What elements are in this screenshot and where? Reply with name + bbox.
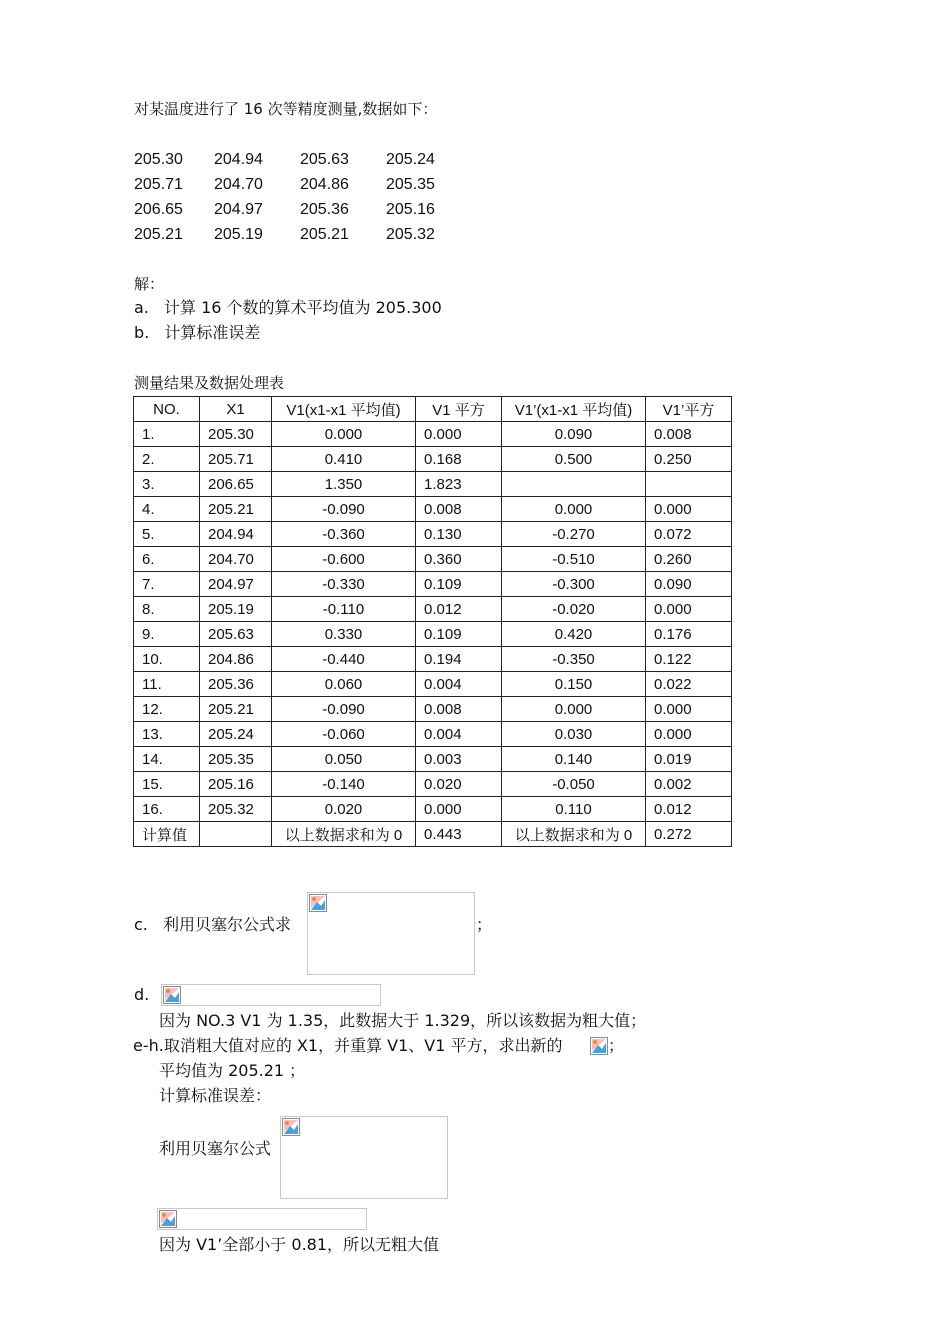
step-a-marker: a.: [134, 298, 149, 317]
table-cell: [646, 472, 732, 497]
table-cell: 205.16: [200, 772, 272, 797]
table-cell: 0.004: [416, 672, 502, 697]
table-cell: 205.21: [200, 497, 272, 522]
table-cell: 205.63: [200, 622, 272, 647]
table-cell: 0.194: [416, 647, 502, 672]
table-cell: 以上数据求和为 0: [272, 822, 416, 847]
col-header: V1’平方: [646, 397, 732, 422]
measurement-value: 205.32: [386, 226, 435, 243]
table-cell: -0.050: [502, 772, 646, 797]
table-cell: 0.000: [646, 497, 732, 522]
table-cell: [502, 472, 646, 497]
table-cell: 0.140: [502, 747, 646, 772]
table-cell: 205.19: [200, 597, 272, 622]
table-cell: -0.090: [272, 697, 416, 722]
table-cell: 2.: [134, 447, 200, 472]
step-c-suffix: ；: [476, 915, 493, 934]
table-cell: 0.003: [416, 747, 502, 772]
step-b-text: 计算标准误差: [164, 323, 261, 342]
table-cell: 0.019: [646, 747, 732, 772]
table-cell: -0.300: [502, 572, 646, 597]
measurement-value: 205.30: [134, 151, 183, 168]
table-cell: 0.060: [272, 672, 416, 697]
table-row: [134, 722, 732, 747]
table-cell: 以上数据求和为 0: [502, 822, 646, 847]
table-cell: 15.: [134, 772, 200, 797]
table-cell: 0.109: [416, 572, 502, 597]
table-cell: 16.: [134, 797, 200, 822]
table-cell: 3.: [134, 472, 200, 497]
table-cell: -0.510: [502, 547, 646, 572]
step-a-text: 计算 16 个数的算术平均值为 205.300: [163, 298, 442, 317]
table-cell: 206.65: [200, 472, 272, 497]
broken-image-icon: [282, 1118, 300, 1136]
table-header-row: [134, 397, 732, 422]
table-cell: -0.350: [502, 647, 646, 672]
step-eh-mean: 平均值为 205.21 ；: [159, 1061, 306, 1080]
broken-image-icon: [159, 1210, 177, 1228]
intro-text: 对某温度进行了 16 次等精度测量,数据如下：: [134, 100, 438, 118]
table-cell: 0.000: [416, 797, 502, 822]
table-cell: 0.260: [646, 547, 732, 572]
table-cell: 0.168: [416, 447, 502, 472]
measurement-value: 204.86: [300, 176, 349, 193]
criterion-image-placeholder: [157, 1208, 367, 1230]
table-cell: -0.090: [272, 497, 416, 522]
step-b-marker: b.: [134, 323, 150, 342]
table-cell: -0.060: [272, 722, 416, 747]
table-cell: 0.500: [502, 447, 646, 472]
table-cell: 1.: [134, 422, 200, 447]
table-cell: 0.050: [272, 747, 416, 772]
table-row: [134, 697, 732, 722]
table-cell: 0.000: [416, 422, 502, 447]
measurement-value: 206.65: [134, 201, 183, 218]
col-header: X1: [200, 397, 272, 422]
broken-image-icon: [163, 986, 181, 1004]
measurement-value: 205.16: [386, 201, 435, 218]
inline-image-placeholder: [590, 1037, 608, 1055]
table-cell: 205.21: [200, 697, 272, 722]
table-cell: -0.330: [272, 572, 416, 597]
table-row: [134, 522, 732, 547]
step-eh-calc: 计算标准误差：: [159, 1086, 272, 1105]
table-cell: 205.71: [200, 447, 272, 472]
table-cell: 12.: [134, 697, 200, 722]
step-eh-label: e-h.取消粗大值对应的 X1，并重算 V1、V1 平方，求出新的: [133, 1036, 563, 1055]
table-cell: 0.000: [272, 422, 416, 447]
table-title: 测量结果及数据处理表: [134, 374, 285, 392]
table-cell: 6.: [134, 547, 200, 572]
measurement-value: 204.70: [214, 176, 263, 193]
measurement-value: 204.94: [214, 151, 263, 168]
table-cell: 0.002: [646, 772, 732, 797]
table-cell: 0.022: [646, 672, 732, 697]
table-cell: 0.272: [646, 822, 732, 847]
table-cell: -0.270: [502, 522, 646, 547]
measurement-value: 205.63: [300, 151, 349, 168]
table-cell: 7.: [134, 572, 200, 597]
table-cell: 14.: [134, 747, 200, 772]
table-cell: 0.004: [416, 722, 502, 747]
table-cell: 0.110: [502, 797, 646, 822]
table-cell: 10.: [134, 647, 200, 672]
table-cell: 205.30: [200, 422, 272, 447]
step-c: [134, 915, 291, 935]
formula-image-placeholder: [280, 1116, 448, 1199]
step-eh-text: [133, 1036, 563, 1056]
table-cell: 0.090: [646, 572, 732, 597]
step-b: [134, 323, 260, 343]
table-cell: [200, 822, 272, 847]
table-cell: 1.350: [272, 472, 416, 497]
table-row: [134, 422, 732, 447]
col-header: V1 平方: [416, 397, 502, 422]
table-row: [134, 647, 732, 672]
table-cell: 0.012: [646, 797, 732, 822]
table-cell: 205.36: [200, 672, 272, 697]
table-cell: 0.008: [416, 697, 502, 722]
table-cell: 0.109: [416, 622, 502, 647]
table-cell: 204.70: [200, 547, 272, 572]
table-cell: -0.600: [272, 547, 416, 572]
table-cell: 0.176: [646, 622, 732, 647]
table-cell: 13.: [134, 722, 200, 747]
table-row: [134, 547, 732, 572]
table-row: [134, 447, 732, 472]
table-cell: 0.072: [646, 522, 732, 547]
step-d-reason: 因为 NO.3 V1 为 1.35，此数据大于 1.329，所以该数据为粗大值；: [159, 1011, 647, 1030]
table-cell: 0.443: [416, 822, 502, 847]
col-header: NO.: [134, 397, 200, 422]
formula-image-placeholder: [307, 892, 475, 975]
step-c-marker: c.: [134, 915, 148, 934]
table-cell: 0.020: [416, 772, 502, 797]
table-cell: 0.000: [502, 497, 646, 522]
table-cell: 5.: [134, 522, 200, 547]
step-eh-bessel: 利用贝塞尔公式: [159, 1139, 272, 1158]
results-table: [133, 396, 732, 847]
step-d-marker: d.: [134, 985, 150, 1004]
table-cell: 0.330: [272, 622, 416, 647]
measurement-value: 205.24: [386, 151, 435, 168]
table-cell: 8.: [134, 597, 200, 622]
table-row: [134, 747, 732, 772]
table-row: [134, 772, 732, 797]
table-cell: 1.823: [416, 472, 502, 497]
measurement-value: 204.97: [214, 201, 263, 218]
table-cell: 0.420: [502, 622, 646, 647]
table-cell: 0.012: [416, 597, 502, 622]
table-cell: 205.35: [200, 747, 272, 772]
table-cell: -0.110: [272, 597, 416, 622]
table-cell: 4.: [134, 497, 200, 522]
broken-image-icon: [590, 1037, 608, 1055]
table-cell: 0.360: [416, 547, 502, 572]
table-row: [134, 597, 732, 622]
table-cell: 0.008: [416, 497, 502, 522]
table-cell: 204.86: [200, 647, 272, 672]
measurement-value: 205.71: [134, 176, 183, 193]
measurement-value: 205.36: [300, 201, 349, 218]
table-cell: 0.130: [416, 522, 502, 547]
table-cell: 0.008: [646, 422, 732, 447]
table-row: [134, 472, 732, 497]
broken-image-icon: [309, 894, 327, 912]
table-cell: 0.000: [646, 722, 732, 747]
table-cell: 204.94: [200, 522, 272, 547]
table-cell: 0.250: [646, 447, 732, 472]
table-cell: 0.090: [502, 422, 646, 447]
table-cell: 205.32: [200, 797, 272, 822]
col-header: V1’(x1-x1 平均值): [502, 397, 646, 422]
table-cell: 0.000: [646, 597, 732, 622]
measurement-value: 205.35: [386, 176, 435, 193]
table-total-row: [134, 822, 732, 847]
measurement-value: 205.19: [214, 226, 263, 243]
table-cell: 0.410: [272, 447, 416, 472]
measurement-value: 205.21: [300, 226, 349, 243]
solution-label: 解：: [134, 275, 165, 293]
step-eh-suffix: ；: [608, 1036, 625, 1055]
table-cell: 0.122: [646, 647, 732, 672]
table-cell: 0.150: [502, 672, 646, 697]
measurement-value: 205.21: [134, 226, 183, 243]
table-cell: -0.440: [272, 647, 416, 672]
table-cell: 204.97: [200, 572, 272, 597]
table-cell: 205.24: [200, 722, 272, 747]
col-header: V1(x1-x1 平均值): [272, 397, 416, 422]
criterion-image-placeholder: [161, 984, 381, 1006]
table-row: [134, 497, 732, 522]
table-row: [134, 797, 732, 822]
table-cell: 0.000: [646, 697, 732, 722]
step-eh-conclusion: 因为 V1’全部小于 0.81，所以无粗大值: [159, 1235, 440, 1254]
table-cell: 0.000: [502, 697, 646, 722]
table-cell: 0.020: [272, 797, 416, 822]
table-cell: -0.140: [272, 772, 416, 797]
table-row: [134, 572, 732, 597]
table-cell: 9.: [134, 622, 200, 647]
table-row: [134, 672, 732, 697]
step-c-text: 利用贝塞尔公式求: [162, 915, 291, 934]
table-cell: -0.360: [272, 522, 416, 547]
table-row: [134, 622, 732, 647]
table-cell: 计算值: [134, 822, 200, 847]
table-cell: -0.020: [502, 597, 646, 622]
step-a: [134, 298, 442, 318]
table-cell: 11.: [134, 672, 200, 697]
table-cell: 0.030: [502, 722, 646, 747]
